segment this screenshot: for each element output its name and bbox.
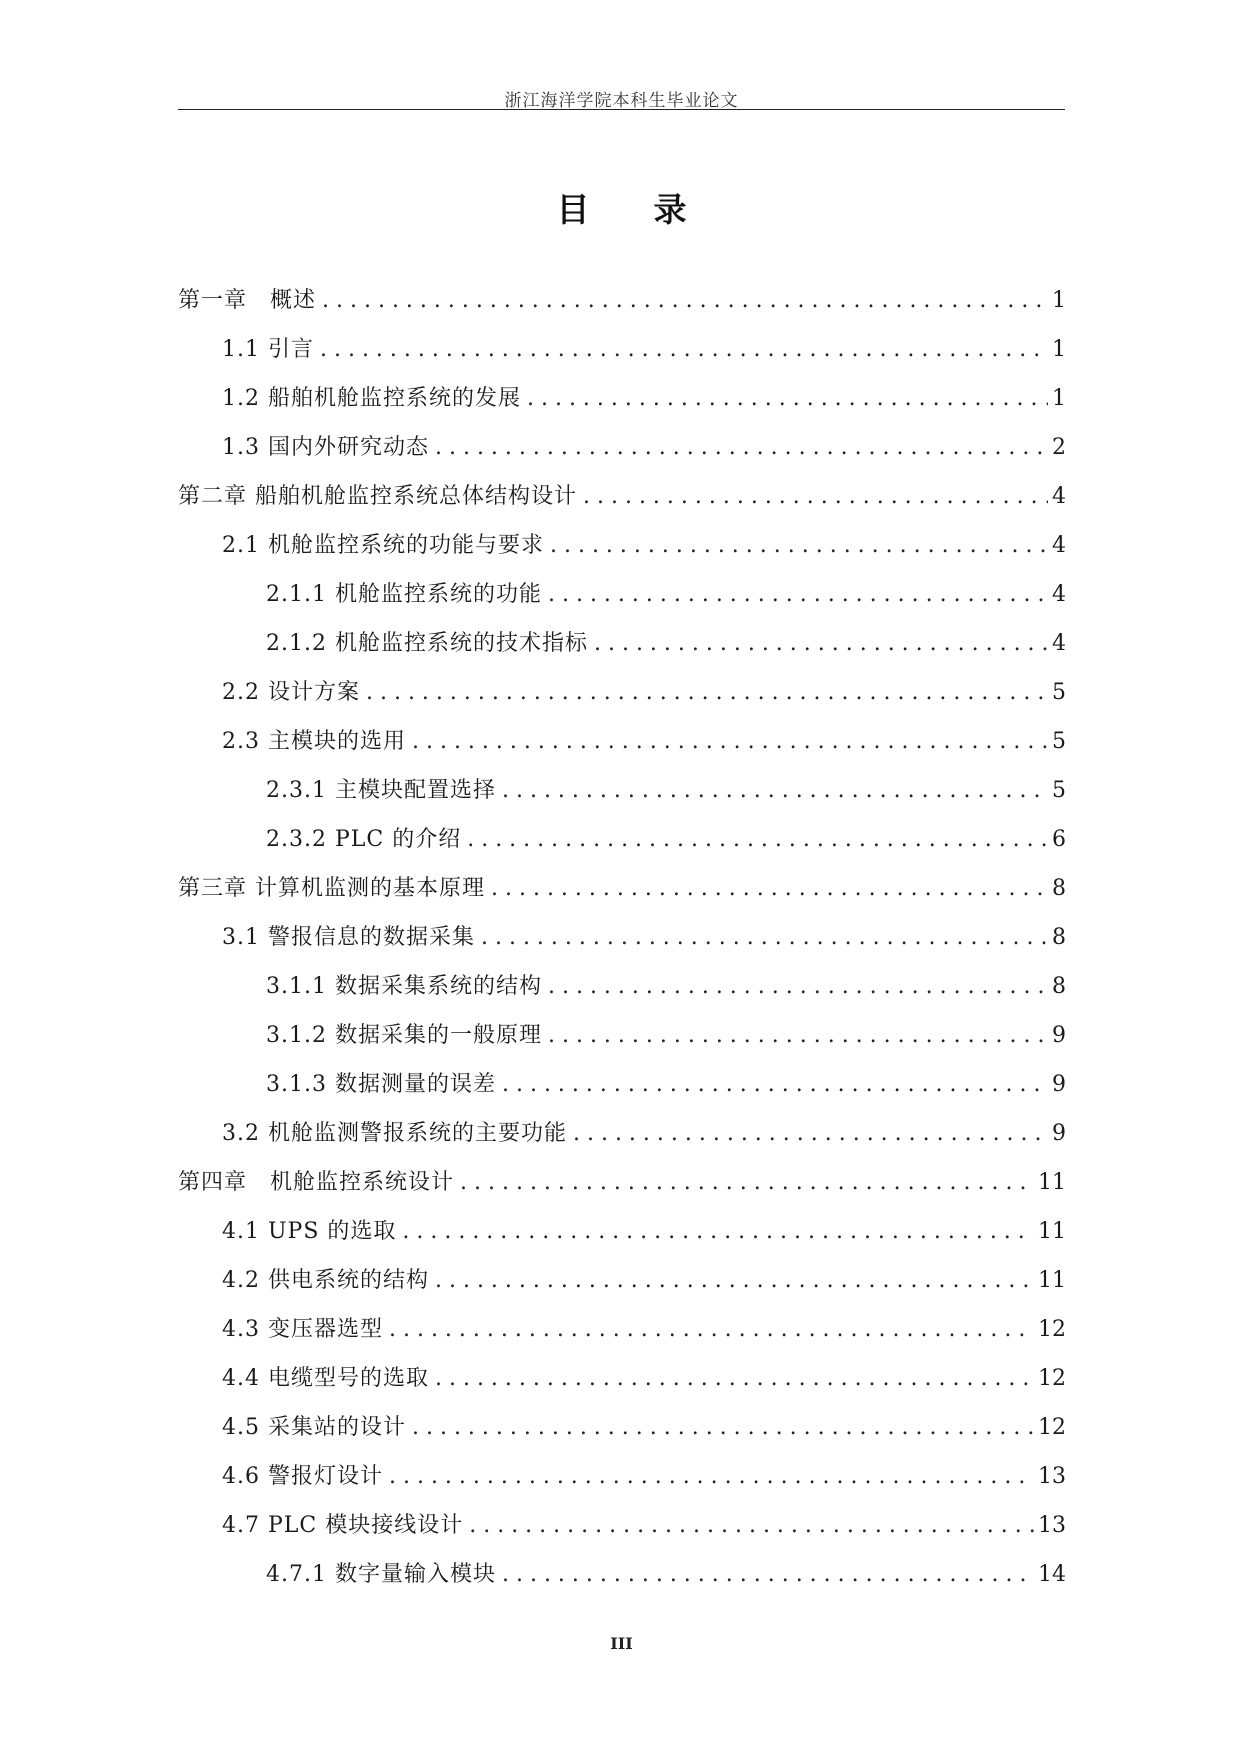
toc-entry[interactable] bbox=[178, 722, 1066, 771]
toc-dot-leader bbox=[527, 379, 1048, 419]
page-number: III bbox=[610, 1634, 633, 1653]
toc-entry-label: 2.3.1 主模块配置选择 bbox=[266, 778, 496, 803]
toc-entry-page: 9 bbox=[1052, 1121, 1066, 1146]
toc-entry[interactable] bbox=[178, 281, 1066, 330]
toc-entry-label: 2.1 机舱监控系统的功能与要求 bbox=[222, 533, 544, 558]
running-header: 浙江海洋学院本科生毕业论文 bbox=[504, 91, 739, 111]
toc-dot-leader bbox=[467, 820, 1048, 860]
toc-entry-page: 4 bbox=[1052, 582, 1066, 607]
toc-dot-leader bbox=[435, 428, 1048, 468]
toc-entry-label: 3.1.3 数据测量的误差 bbox=[266, 1072, 496, 1097]
toc-entry-page: 9 bbox=[1052, 1072, 1066, 1097]
toc-entry[interactable] bbox=[178, 1310, 1066, 1359]
toc-entry-page: 8 bbox=[1052, 925, 1066, 950]
toc-dot-leader bbox=[435, 1261, 1034, 1301]
toc-entry-page: 8 bbox=[1052, 876, 1066, 901]
toc-entry-page: 11 bbox=[1038, 1219, 1066, 1244]
toc-dot-leader bbox=[402, 1212, 1034, 1252]
toc-entry-label: 3.2 机舱监测警报系统的主要功能 bbox=[222, 1121, 567, 1146]
toc-entry[interactable] bbox=[178, 869, 1066, 918]
toc-dot-leader bbox=[548, 1016, 1048, 1056]
toc-entry[interactable] bbox=[178, 1261, 1066, 1310]
toc-entry-page: 9 bbox=[1052, 1023, 1066, 1048]
toc-entry-page: 5 bbox=[1052, 729, 1066, 754]
toc-entry-label: 1.3 国内外研究动态 bbox=[222, 435, 429, 460]
toc-entry[interactable] bbox=[178, 330, 1066, 379]
toc-dot-leader bbox=[435, 1359, 1034, 1399]
toc-entry-page: 11 bbox=[1038, 1170, 1066, 1195]
toc-entry-label: 第三章 计算机监测的基本原理 bbox=[178, 876, 485, 901]
toc-entry-label: 4.6 警报灯设计 bbox=[222, 1464, 383, 1489]
toc-dot-leader bbox=[322, 281, 1048, 321]
toc-entry-page: 2 bbox=[1052, 435, 1066, 460]
header-rule bbox=[178, 109, 1065, 110]
toc-entry-label: 4.3 变压器选型 bbox=[222, 1317, 383, 1342]
toc-entry-page: 1 bbox=[1052, 288, 1066, 313]
toc-dot-leader bbox=[481, 918, 1048, 958]
toc-dot-leader bbox=[583, 477, 1048, 517]
toc-entry-page: 14 bbox=[1038, 1562, 1066, 1587]
toc-entry-label: 2.3 主模块的选用 bbox=[222, 729, 406, 754]
toc-dot-leader bbox=[502, 1065, 1048, 1105]
toc-entry-page: 5 bbox=[1052, 680, 1066, 705]
toc-entry-page: 4 bbox=[1052, 631, 1066, 656]
toc-entry-label: 4.4 电缆型号的选取 bbox=[222, 1366, 429, 1391]
toc-dot-leader bbox=[573, 1114, 1048, 1154]
toc-entry-page: 1 bbox=[1052, 386, 1066, 411]
toc-entry-label: 2.1.1 机舱监控系统的功能 bbox=[266, 582, 542, 607]
toc-entry-label: 1.1 引言 bbox=[222, 337, 314, 362]
toc-entry[interactable] bbox=[178, 1163, 1066, 1212]
toc-dot-leader bbox=[320, 330, 1048, 370]
toc-entry[interactable] bbox=[178, 1555, 1066, 1604]
toc-entry[interactable] bbox=[178, 1408, 1066, 1457]
toc-entry[interactable] bbox=[178, 1114, 1066, 1163]
toc-entry-label: 3.1 警报信息的数据采集 bbox=[222, 925, 475, 950]
toc-entry[interactable] bbox=[178, 575, 1066, 624]
toc-dot-leader bbox=[594, 624, 1048, 664]
toc-dot-leader bbox=[548, 967, 1048, 1007]
toc-entry[interactable] bbox=[178, 526, 1066, 575]
toc-entry-label: 2.2 设计方案 bbox=[222, 680, 360, 705]
toc-entry[interactable] bbox=[178, 1457, 1066, 1506]
toc-dot-leader bbox=[412, 1408, 1034, 1448]
toc-entry[interactable] bbox=[178, 918, 1066, 967]
toc-dot-leader bbox=[389, 1310, 1034, 1350]
table-of-contents bbox=[178, 281, 1066, 1604]
toc-entry[interactable] bbox=[178, 771, 1066, 820]
toc-dot-leader bbox=[550, 526, 1048, 566]
toc-entry[interactable] bbox=[178, 1506, 1066, 1555]
toc-entry-label: 第二章 船舶机舱监控系统总体结构设计 bbox=[178, 484, 577, 509]
toc-dot-leader bbox=[548, 575, 1048, 615]
toc-entry-page: 11 bbox=[1038, 1268, 1066, 1293]
toc-entry-page: 12 bbox=[1038, 1366, 1066, 1391]
toc-entry-page: 12 bbox=[1038, 1415, 1066, 1440]
toc-entry[interactable] bbox=[178, 1065, 1066, 1114]
toc-entry-page: 4 bbox=[1052, 533, 1066, 558]
toc-dot-leader bbox=[502, 771, 1048, 811]
toc-dot-leader bbox=[460, 1163, 1034, 1203]
toc-entry-page: 13 bbox=[1038, 1513, 1066, 1538]
toc-entry-label: 4.1 UPS 的选取 bbox=[222, 1219, 397, 1244]
toc-entry[interactable] bbox=[178, 820, 1066, 869]
toc-entry-label: 1.2 船舶机舱监控系统的发展 bbox=[222, 386, 521, 411]
toc-entry-page: 1 bbox=[1052, 337, 1066, 362]
toc-entry-label: 4.2 供电系统的结构 bbox=[222, 1268, 429, 1293]
toc-dot-leader bbox=[502, 1555, 1034, 1595]
toc-entry-label: 4.7.1 数字量输入模块 bbox=[266, 1562, 496, 1587]
toc-dot-leader bbox=[491, 869, 1048, 909]
toc-entry-label: 3.1.1 数据采集系统的结构 bbox=[266, 974, 542, 999]
toc-entry-page: 6 bbox=[1052, 827, 1066, 852]
toc-entry-label: 2.1.2 机舱监控系统的技术指标 bbox=[266, 631, 588, 656]
toc-entry[interactable] bbox=[178, 1212, 1066, 1261]
toc-dot-leader bbox=[469, 1506, 1034, 1546]
toc-entry[interactable] bbox=[178, 967, 1066, 1016]
toc-entry[interactable] bbox=[178, 1359, 1066, 1408]
toc-entry-page: 5 bbox=[1052, 778, 1066, 803]
toc-entry-page: 12 bbox=[1038, 1317, 1066, 1342]
toc-title: 目录 bbox=[556, 190, 751, 229]
toc-entry[interactable] bbox=[178, 428, 1066, 477]
toc-entry-label: 4.7 PLC 模块接线设计 bbox=[222, 1513, 464, 1538]
toc-entry[interactable] bbox=[178, 379, 1066, 428]
toc-entry-page: 13 bbox=[1038, 1464, 1066, 1489]
toc-entry[interactable] bbox=[178, 477, 1066, 526]
toc-entry-page: 8 bbox=[1052, 974, 1066, 999]
toc-dot-leader bbox=[412, 722, 1048, 762]
toc-entry[interactable] bbox=[178, 1016, 1066, 1065]
toc-entry-label: 2.3.2 PLC 的介绍 bbox=[266, 827, 462, 852]
toc-entry[interactable] bbox=[178, 673, 1066, 722]
toc-entry-label: 第四章 机舱监控系统设计 bbox=[178, 1170, 455, 1195]
toc-entry-label: 4.5 采集站的设计 bbox=[222, 1415, 406, 1440]
toc-entry-label: 第一章 概述 bbox=[178, 288, 317, 313]
toc-dot-leader bbox=[366, 673, 1048, 713]
toc-dot-leader bbox=[389, 1457, 1034, 1497]
toc-entry-label: 3.1.2 数据采集的一般原理 bbox=[266, 1023, 542, 1048]
toc-entry-page: 4 bbox=[1052, 484, 1066, 509]
toc-entry[interactable] bbox=[178, 624, 1066, 673]
